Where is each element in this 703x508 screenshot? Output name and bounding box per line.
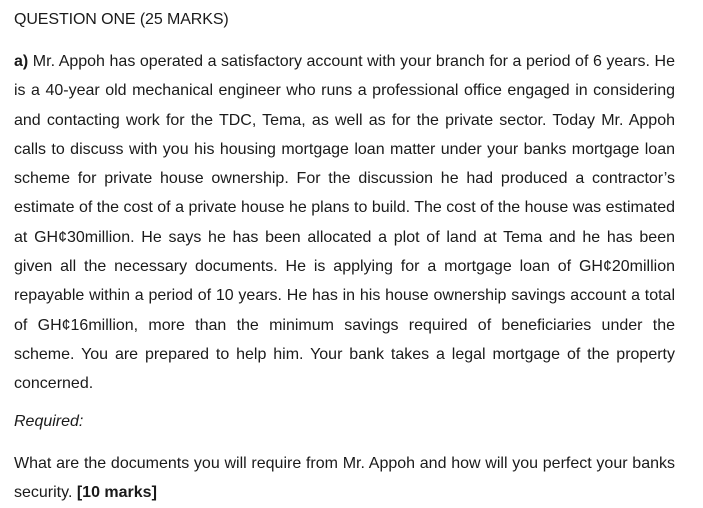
question-heading: QUESTION ONE (25 MARKS) xyxy=(14,11,229,28)
part-a-paragraph xyxy=(14,47,675,399)
required-label: Required: xyxy=(14,413,84,430)
part-a-label: a) xyxy=(14,53,29,70)
question-text: What are the documents you will require from Mr. Appoh and how will you perfect your banks security. xyxy=(14,455,675,502)
question-marks: [10 marks] xyxy=(76,484,157,502)
question-paragraph xyxy=(14,449,675,508)
part-a-text: Mr. Appoh has operated a satisfactory account with your branch for a period of 6 years. He is a 40-year old mechanical engineer who runs a professional office engaged in considering and contacting work for the TDC, Tema, as well as for the private sector. Today Mr. Appoh calls to discuss with you his housing mortgage loan matter under your banks mortgage loan scheme for private house ownership. For the discussion he had produced a contractor’s estimate of the cost of a private house he plans to build. The cost of the house was estimated at GH¢30million. He says he has been allocated a plot of land at Tema and he has been given all the necessary documents. He is applying for a mortgage loan of GH¢20million repayable within a period of 10 years. He has in his house ownership savings account a total of GH¢16million, more than the minimum savings required of beneficiaries under the scheme. You are prepared to help him. Your bank takes a legal mortgage of the property concerned. xyxy=(14,53,675,393)
